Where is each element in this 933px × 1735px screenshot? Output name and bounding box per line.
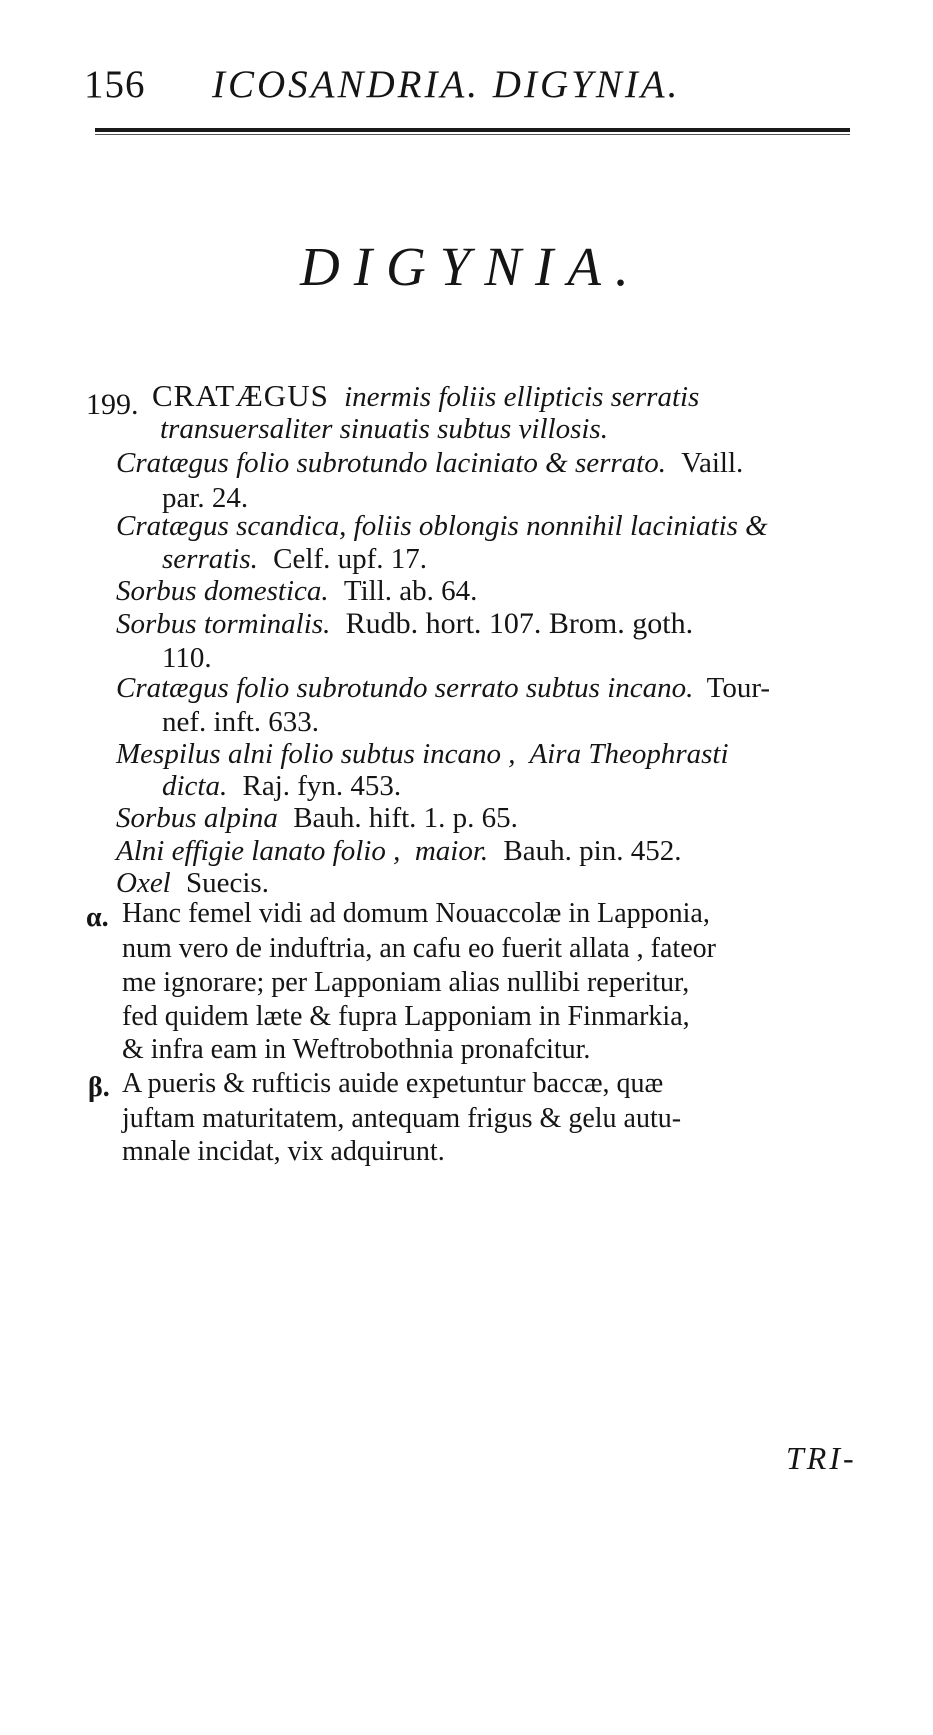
synonym-line: [162, 770, 401, 803]
note-line: mnale incidat, vix adquirunt.: [122, 1136, 445, 1167]
synonym-line: [116, 575, 477, 608]
synonym-ref: nef. inft. 633.: [162, 706, 320, 738]
page-number: 156: [84, 63, 146, 106]
note-mark: α.: [86, 902, 109, 933]
synonym-name: serratis.: [162, 543, 258, 575]
entry-heading: [152, 378, 699, 414]
note-line: me ignorare; per Lapponiam alias nullibi reperitur,: [122, 967, 690, 998]
synonym-name: Cratægus folio subrotundo serrato subtus incano.: [116, 672, 694, 704]
note-line: juftam maturitatem, antequam frigus & gelu autu-: [122, 1103, 682, 1134]
note-line: fed quidem læte & fupra Lapponiam in Finmarkia,: [122, 1001, 690, 1032]
note-line: Hanc femel vidi ad domum Nouaccolæ in Lapponia,: [122, 898, 710, 929]
synonym-line: [116, 672, 770, 705]
entry-number-text: 199.: [86, 388, 139, 421]
synonym-line: [162, 642, 212, 675]
synonym-line: [116, 607, 693, 641]
synonym-name: dicta.: [162, 770, 228, 802]
synonym-line: [116, 510, 768, 543]
diagnosis-line-2: transuersaliter sinuatis subtus villosis.: [160, 413, 608, 445]
synonym-line: [116, 447, 743, 480]
synonym-name: Mespilus alni folio subtus incano , Aira Theophrasti: [116, 738, 729, 770]
synonym-ref: Vaill.: [681, 447, 744, 479]
note-line: A pueris & rufticis auide expetuntur baccæ, quæ: [122, 1068, 664, 1099]
synonym-ref: Raj. fyn. 453.: [242, 770, 402, 802]
synonym-name: Sorbus torminalis.: [116, 608, 331, 640]
synonym-ref: Tour-: [706, 672, 771, 704]
catchword: TRI-: [786, 1440, 857, 1476]
note-mark: β.: [88, 1072, 110, 1103]
note-line: & infra eam in Weftrobothnia pronafcitur.: [122, 1034, 591, 1065]
synonym-line: [116, 835, 681, 868]
synonym-ref: Bauh. hift. 1. p. 65.: [293, 802, 518, 834]
running-title: ICOSANDRIA. DIGYNIA.: [212, 63, 681, 106]
synonym-line: [162, 706, 319, 739]
synonym-name: Sorbus domestica.: [116, 575, 329, 607]
synonym-ref: par. 24.: [162, 482, 249, 514]
genus-name: CRATÆGUS: [152, 378, 329, 413]
synonym-name: Oxel: [116, 867, 171, 899]
section-title: DIGYNIA.: [300, 236, 643, 297]
synonym-line: [162, 543, 427, 576]
synonym-ref: Rudb. hort. 107. Brom. goth.: [345, 607, 694, 640]
synonym-ref: Till. ab. 64.: [343, 575, 478, 607]
synonym-ref: 110.: [162, 642, 212, 674]
synonym-line: [116, 802, 518, 835]
synonym-name: Cratægus scandica, foliis oblongis nonnihil laciniatis &: [116, 510, 768, 542]
header-rule: [95, 128, 850, 132]
synonym-ref: Celf. upf. 17.: [273, 543, 427, 575]
synonym-ref: Suecis.: [186, 867, 269, 899]
synonym-name: Cratægus folio subrotundo laciniato & serrato.: [116, 447, 666, 479]
note-line: num vero de induftria, an cafu eo fuerit allata , fateor: [122, 933, 716, 964]
synonym-line: [116, 867, 269, 900]
synonym-name: Sorbus alpina: [116, 802, 278, 834]
synonym-name: Alni effigie lanato folio , maior.: [116, 835, 489, 867]
diagnosis-line-1: inermis foliis ellipticis serratis: [344, 381, 700, 413]
synonym-ref: Bauh. pin. 452.: [503, 835, 682, 867]
synonym-line: [116, 738, 729, 771]
header-rule-thin: [95, 134, 850, 135]
entry-number: [86, 388, 139, 422]
